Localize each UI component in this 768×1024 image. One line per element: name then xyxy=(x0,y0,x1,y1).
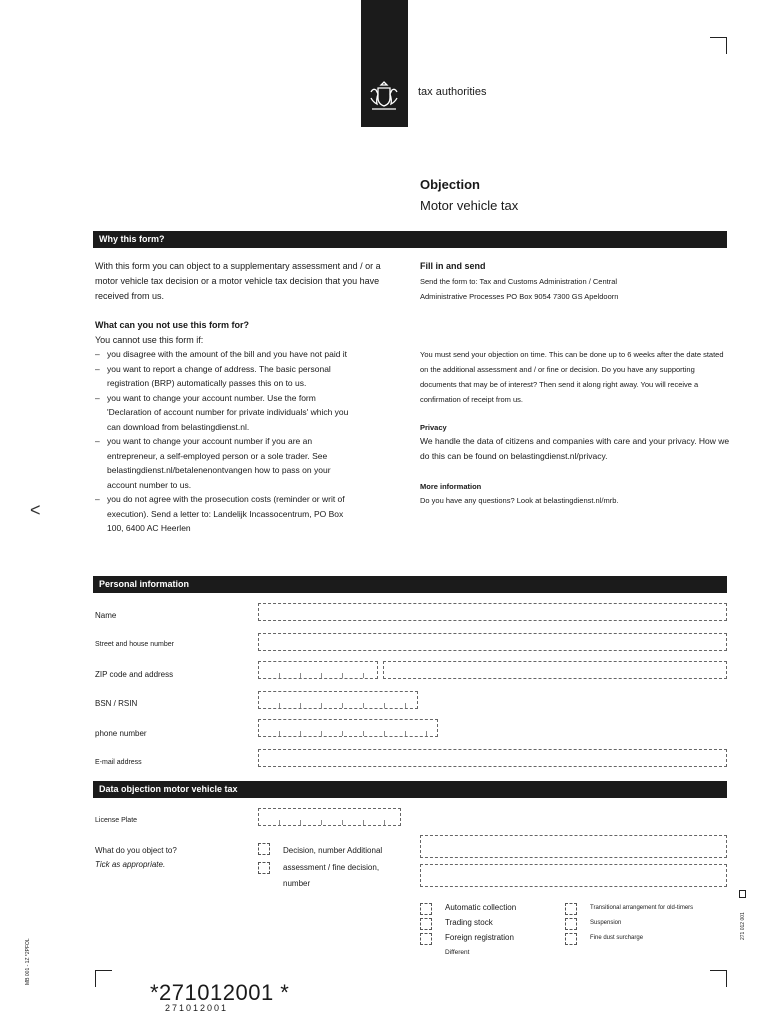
phone-label: phone number xyxy=(95,729,147,738)
zip-field[interactable] xyxy=(258,661,378,679)
bsn-field[interactable] xyxy=(258,691,418,709)
side-code: 271 012 001 xyxy=(740,912,746,940)
page-subtitle: Motor vehicle tax xyxy=(420,198,519,213)
automatic-collection-checkbox[interactable] xyxy=(420,903,432,915)
fold-mark: < xyxy=(30,500,41,520)
decision-checkbox[interactable] xyxy=(258,843,270,855)
trading-stock-checkbox[interactable] xyxy=(420,918,432,930)
plate-field[interactable] xyxy=(258,808,401,826)
option-trading-stock: Trading stock xyxy=(445,918,493,927)
option-suspension: Suspension xyxy=(590,920,622,926)
decision-number-field[interactable] xyxy=(420,835,727,858)
list-item: – you want to change your account number. Use the form 'Declaration of account number for private individuals' which you can download from belastingdienst.nl. xyxy=(95,391,360,435)
option-fine-dust: Fine dust surcharge xyxy=(590,935,644,941)
phone-field[interactable] xyxy=(258,719,438,737)
street-field[interactable] xyxy=(258,633,727,651)
privacy-heading: Privacy xyxy=(420,423,447,432)
option-different: Different xyxy=(445,949,470,956)
list-item: – you want to report a change of address. The basic personal registration (BRP) automatically passes this on to us. xyxy=(95,362,360,391)
form-code: MB 001 - 1Z *2PFOL xyxy=(25,938,31,985)
crop-mark-bottom-left xyxy=(95,970,112,987)
not-use-list xyxy=(95,347,360,536)
name-field[interactable] xyxy=(258,603,727,621)
more-info-heading: More information xyxy=(420,482,482,491)
section-bar-personal: Personal information xyxy=(93,576,727,593)
section-bar-why: Why this form? xyxy=(93,231,727,248)
old-timers-checkbox[interactable] xyxy=(565,903,577,915)
zip-label: ZIP code and address xyxy=(95,670,174,679)
crop-mark-bottom-right xyxy=(710,970,727,987)
org-name: tax authorities xyxy=(418,86,487,98)
decision-checkbox-2[interactable] xyxy=(258,862,270,874)
decision-label: Decision, number Additional assessment / fine decision, number xyxy=(283,846,383,888)
fine-dust-checkbox[interactable] xyxy=(565,933,577,945)
street-label: Street and house number xyxy=(95,641,174,648)
logo xyxy=(361,0,408,127)
section-bar-objection: Data objection motor vehicle tax xyxy=(93,781,727,798)
crop-mark-top-right xyxy=(710,37,727,54)
intro-text: With this form you can object to a supplementary assessment and / or a motor vehicle tax decision or a motor vehicle tax decision that you have received from us. xyxy=(95,261,381,301)
barcode-number: *271012001 * xyxy=(150,980,290,1005)
barcode-number-small: 271012001 xyxy=(165,1003,229,1013)
list-item: – you want to change your account number if you are an entrepreneur, a self-employed person or a sole trader. See belastingdienst.nl/betalenenontvangen how to pass on your account number to us. xyxy=(95,434,360,492)
fill-heading: Fill in and send xyxy=(420,261,486,271)
deadline-text: You must send your objection on time. This can be done up to 6 weeks after the date stated on the additional assessment and / or fine or decision. Do you have any supporting documents that may be of interest? Then send it along right away. You will receive a confirmation of receipt from us. xyxy=(420,350,724,404)
page-title: Objection xyxy=(420,177,480,192)
email-label: E-mail address xyxy=(95,759,142,766)
option-automatic-collection: Automatic collection xyxy=(445,903,517,912)
plate-label: License Plate xyxy=(95,817,138,824)
foreign-registration-checkbox[interactable] xyxy=(420,933,432,945)
tick-note: Tick as appropriate. xyxy=(95,860,166,869)
list-item: – you disagree with the amount of the bill and you have not paid it xyxy=(95,347,360,362)
option-old-timers: Transitional arrangement for old-timers xyxy=(590,905,694,911)
fill-text: Send the form to: Tax and Customs Administration / Central Administrative Processes PO Box 9054 7300 GS Apeldoorn xyxy=(420,277,619,301)
page-marker-box xyxy=(739,890,746,898)
assessment-number-field[interactable] xyxy=(420,864,727,887)
email-field[interactable] xyxy=(258,749,727,767)
privacy-text: We handle the data of citizens and companies with care and your privacy. How we do this can be found on belastingdienst.nl/privacy. xyxy=(420,436,730,461)
coat-of-arms-icon xyxy=(366,78,402,114)
more-info-text: Do you have any questions? Look at belastingdienst.nl/mrb. xyxy=(420,496,619,505)
name-label: Name xyxy=(95,611,117,620)
not-use-lead: You cannot use this form if: xyxy=(95,335,204,345)
what-label: What do you object to? xyxy=(95,846,177,855)
not-use-heading: What can you not use this form for? xyxy=(95,320,250,330)
bsn-label: BSN / RSIN xyxy=(95,699,138,708)
suspension-checkbox[interactable] xyxy=(565,918,577,930)
address-field[interactable] xyxy=(383,661,727,679)
option-foreign-registration: Foreign registration xyxy=(445,933,514,942)
list-item: – you do not agree with the prosecution costs (reminder or writ of execution). Send a letter to: Landelijk Incassocentrum, PO Box 100, 6400 AC Heerlen xyxy=(95,492,360,536)
